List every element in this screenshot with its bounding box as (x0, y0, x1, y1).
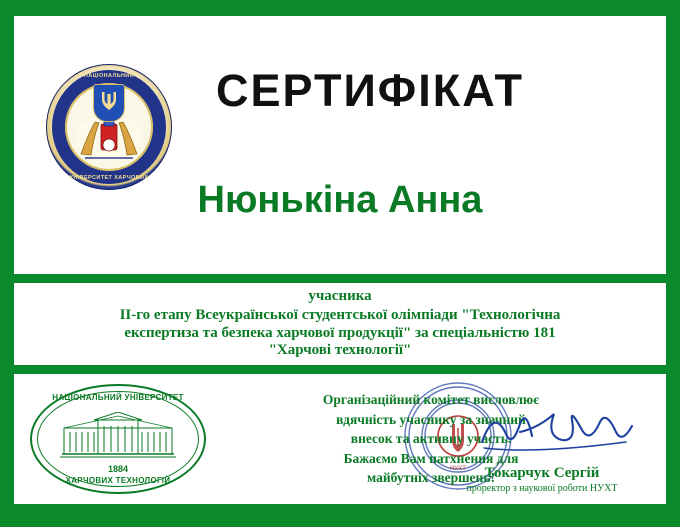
trident-icon (101, 91, 117, 111)
certificate-description-panel (14, 283, 666, 365)
description-line-3: "Харчові технології" (268, 342, 412, 359)
svg-text:НУХТ: НУХТ (450, 466, 466, 472)
logo-top-text: НАЦІОНАЛЬНИЙ УНІВЕРСИТЕТ (52, 393, 184, 402)
nuft-oval-logo (30, 384, 206, 494)
committee-line-1: Організаційний комітет висловлює (322, 392, 540, 408)
signer-block (432, 465, 652, 494)
committee-line-3: внесок та активну участь. (350, 431, 512, 447)
certificate-header-panel (14, 16, 666, 274)
committee-line-4: Бажаємо Вам натхнення для (343, 450, 519, 466)
emblem-bottom-text: УНІВЕРСИТЕТ ХАРЧОВИХ (69, 175, 149, 181)
university-emblem (46, 64, 172, 190)
committee-line-5: майбутніх звершень! (367, 470, 495, 486)
emblem-top-text: НАЦІОНАЛЬНИЙ (83, 73, 135, 79)
logo-founding-year: 1884 (107, 464, 129, 474)
description-line-1: II-го етапу Всеукраїнської студентської олімпіади "Технологічна (119, 306, 561, 323)
participant-role: учасника (308, 287, 372, 304)
committee-line-2: вдячність учаснику за значний (336, 411, 526, 427)
logo-bottom-text: ХАРЧОВИХ ТЕХНОЛОГІЙ (65, 476, 171, 485)
university-building-icon (58, 412, 178, 462)
signer-name: Токарчук Сергій (484, 465, 600, 481)
recipient-name: Нюнькіна Анна (197, 178, 483, 221)
description-line-2: експертиза та безпека харчової продукції" за спеціальністю 181 (124, 324, 556, 341)
handwritten-signature (476, 402, 636, 460)
emblem-disc (46, 64, 172, 190)
certificate-footer-panel (14, 374, 666, 504)
page-title: СЕРТИФІКАТ (216, 64, 524, 116)
signer-role: проректор з наукової роботи НУХТ (466, 483, 618, 494)
